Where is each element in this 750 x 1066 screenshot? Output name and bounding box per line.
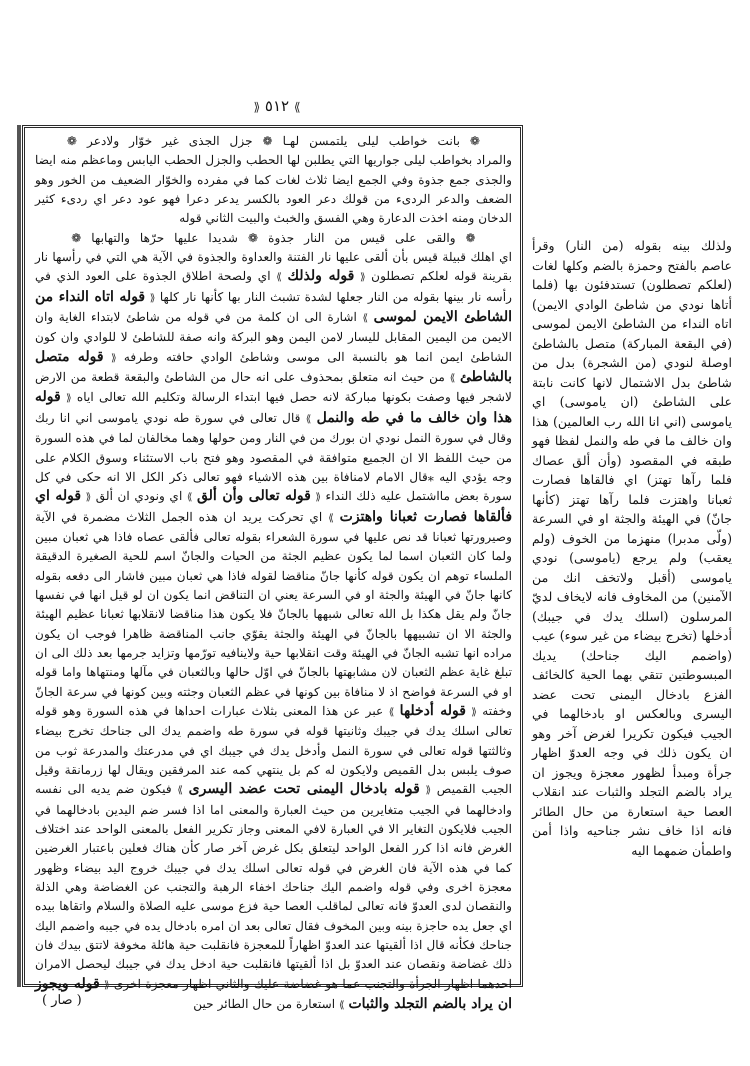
- page-number: [222, 97, 332, 115]
- page-number-text: ٥١٢: [264, 97, 290, 115]
- right-ornament-icon: ⟪: [253, 100, 261, 114]
- left-ornament-icon: ⟫: [293, 100, 301, 114]
- ornament-icon: ⟫: [276, 272, 282, 284]
- qawluhu-heading: قوله ويجوز ان يراد بالضم التجلد والثبات: [35, 975, 512, 1013]
- ornament-icon: ⟫: [305, 413, 312, 425]
- ornament-icon: ⟪: [359, 272, 366, 284]
- qawluhu-heading: قوله اي فألقاها فصارت ثعبانا واهتزت: [35, 488, 513, 525]
- ornament-icon: ⟫: [362, 313, 369, 325]
- qawluhu-heading: قوله بادخال اليمنى تحت عضد اليسرى: [188, 781, 420, 798]
- ornament-icon: ⟪: [85, 492, 92, 504]
- main-text-frame: [22, 125, 523, 1013]
- qawluhu-heading: قوله اتاه النداء من الشاطئ الايمن لموسى: [35, 288, 513, 326]
- qawluhu-heading: قوله هذا وان خالف ما في طه والنمل: [35, 389, 513, 426]
- ornament-icon: ⟪: [110, 352, 117, 364]
- ornament-icon: ⟫: [177, 785, 183, 797]
- ornament-icon: ⟫: [388, 706, 395, 718]
- qawluhu-heading: قوله أدخلها: [399, 702, 466, 719]
- ornament-icon: ⟫: [339, 1000, 345, 1012]
- verse-1: ❁ بانت خواطب ليلى يلتمسن لهـا ❁ جزل الجذى غير خوّار ولادعر ❁: [66, 134, 481, 148]
- ornament-icon: ⟫: [328, 512, 334, 524]
- ornament-icon: ⟫: [186, 492, 193, 504]
- paragraph-2: اي اهلك قبيلة قيس بأن ألقى عليها نار الفتنة والعداوة والجذوة في الآية هي التي في رأسها نار بقرينة قوله لعلكم تصطلون ⟪ قوله ولذلك ⟫ اي ولصحة اطلاق الجذوة على العود الذي في رأسه نار بينها بقوله من النار جعلها لشدة تشبث النار بها كأنها نار كلها ⟪ قوله اتاه النداء من الشاطئ الايمن لموسى ⟫ اشارة الى ان كلمة من في قوله من شاطئ لابتداء الغاية وان الايمن من اليمين المقابل لليسار لامن اليمن وهو البركة وانه صفة للشاطئ لا للوادي وان كون الشاطئ ايمن انما هو بالنسبة الى موسى وشاطئ الوادي حافته وطرفه ⟪ قوله متصل بالشاطئ ⟫ من حيث انه متعلق بمحذوف على انه حال من الشاطئ والبقعة قطعة من الارض لاشجر فيها وصفت بكونها مباركة لانه حصل فيها ابتداء الرسالة وتكليم الله تعالى اياه ⟪ قوله هذا وان خالف ما في طه والنمل ⟫ قال تعالى في سورة طه نودي ياموسى اني انا ربك وقال في سورة النمل نودي ان بورك من في النار ومن حولها وهما مخالفان لما في هذه السورة من حيث اللفظ الا ان الجميع متوافقة في المقصود وهو فتح باب الاستئناء وسوق الكلام على وجه يؤدي اليه ⁎قال الامام لامنافاة بين هذه الاشياء فهو تعالى ذكر الكل الا انه حكى في كل سورة بعض مااشتمل عليه ذلك النداء ⟪ قوله تعالى وأن ألق ⟫ اي ونودي ان ألق ⟪ قوله اي فألقاها فصارت ثعبانا واهتزت ⟫ اي تحركت يريد ان هذه الجمل الثلاث مضمرة في الآية وصيرورتها ثعبانا قد نص عليها في سورة الشعراء بقوله تعالى فألقى عصاه فاذا هي ثعبان مبين ولما كان الثعبان اسما لما يكون عظيم الجثة من الحيات والجانّ اسم للحية الصغيرة الدقيقة الملساء توهم ان يكون قوله كأنها جانّ مناقضا لقوله فاذا هي ثعبان مبين فاشار الى دفعه بقوله كانها جانّ في الهيئة والجثة او في السرعة يعني ان التناقض انما يكون ان لو قيل انها في نفسها جانّ ولم يقل هكذا بل الله تعالى شبهها بالجانّ فلا يكون هذا مناقضا لانقلابها ثعبانا عظيم الهيئة والجثة الا ان تشبيهها بالجانّ في الهيئة والجثة يقوّي جانب المناقضة ظاهرا فوجب ان يكون مراده انها تشبه الجانّ في الهيئة وقت انقلابها حية ولاينافيه تورّمها وتزايد جرمها بعد ذلك الى ان تبلغ غاية عظم الثعبان لان مشابهتها بالجانّ في اوّل حالها وبالثعبان في مآلها ومنتهاها واما قوله او في السرعة فواضح اذ لا منافاة بين كونها في عظم الثعبان وجثته وبين كونها في سرعة الجانّ وخفته ⟪ قوله أدخلها ⟫ عبر عن هذا المعنى بثلاث عبارات احداها في هذه السورة وهو قوله تعالى اسلك يدك في جيبك وثانيتها قوله في سورة طه واضمم يدك الى جناحك تخرج بيضاء وثالثتها قوله تعالى في سورة النمل وأدخل يدك في جيبك اي في مدرعتك والمدرعة ثوب من صوف يلبس بدل القميص ولايكون له كم بل ينتهي كمه عند المرفقين ويقال لها زرمانقة وقيل الجيب القميص ⟪ قوله بادخال اليمنى تحت عضد اليسرى ⟫ فيكون ضم يديه الى نفسه وادخالهما في الجيب متغايرين من حيث العبارة والمعنى اما اذا فسر ضم اليدين بادخالهما في الجيب فلايكون التغاير الا في العبارة لافي المعنى وجاز تكرير الفعل بالمعنى الواحد عند اختلاف الغرض فانه اذا كرر الفعل الواحد ليتعلق بكل غرض آخر صار كأن هناك فعلين باعتبار الغرضين كما في هذه الآية فان الغرض في قوله تعالى اسلك يدك في جيبك خروج اليد بيضاء وظهور معجزة اخرى وفي قوله واضمم اليك جناحك اخفاء الرهبة والتجنب عن الغضاضة وهي الذلة والنقصان لدى العدوّ فانه تعالى لماقلب العصا حية فزع موسى عليه الصلاة والسلام واتقاها بيده اي جعل يده حاجزة بينه وبين المخوف فقال تعالى بعد ان امره بادخال يده في جيبه واضمم اليك جناحك فكأنه قال اذا ألقيتها عند العدوّ اظهاراً للمعجزة فانقلبت حية هائلة مخوفة لاتتق بيدك فان ذلك غضاضة ونقصان عند العدوّ بل اذا ألقيتها فانقلبت حية ادخل يدك في جيبك ليحصل الامران احدهما اظهار الجرأة والتجنب عما هو غضاضة عليك والثاني اظهار معجزة اخرى ⟪ قوله ويجوز ان يراد بالضم التجلد والثبات ⟫ استعارة من حال الطائر حين: [35, 250, 513, 1013]
- verse-2: ❁ والقى على قيس من النار جذوة ❁ شديدا عليها حرّها والتهابها ❁: [71, 230, 476, 245]
- ornament-icon: ⟫: [449, 373, 456, 385]
- ornament-icon: ⟪: [104, 979, 110, 991]
- qawluhu-heading: قوله ولذلك: [287, 268, 355, 285]
- ornament-icon: ⟪: [149, 292, 156, 304]
- ornament-icon: ⟪: [471, 706, 477, 718]
- ornament-icon: ⟪: [315, 492, 321, 504]
- ornament-icon: ⟪: [425, 785, 432, 797]
- main-commentary: [35, 132, 512, 1015]
- margin-tafsir-text: ولذلك بينه بقوله (من النار) وقرأ عاصم بالفتح وحمزة بالضم وكلها لغات (لعلكم تصطلون) تستدفئون بها (فلما أتاها نودي من شاطئ الوادي الايمن) اتاه النداء من الشاطئ الايمن لموسى (في البقعة المباركة) متصل بالشاطئ اوصلة لنودي (من الشجرة) بدل من شاطئ بدل الاشتمال لانها كانت نابتة على الشاطئ (ان ياموسى) اي ياموسى (اني انا الله رب العالمين) هذا وان خالف ما في طه والنمل لفظا فهو طبقه في المقصود (وأن ألق عصاك فلما رآها تهتز) اي فالقاها فصارت ثعبانا واهتزت فلما رآها تهتز (كأنها جانّ) في الهيئة والجثة او في السرعة (ولّى مدبرا) منهزما من الخوف (ولم يعقب) ولم يرجع (ياموسى) نودي ياموسى (أقبل ولاتخف انك من الآمنين) من المخاوف فانه لايخاف لديّ المرسلون (اسلك يدك في جيبك) أدخلها (تخرج بيضاء من غير سوء) عيب (واضمم اليك جناحك) يديك المبسوطتين تتقي بهما الحية كالخائف الفزع بادخال اليمنى تحت عضد اليسرى وبالعكس او بادخالهما في الجيب فيكون تكريرا لغرض آخر وهو ان يكون ذلك في وجه العدوّ اظهار جرأة ومبدأ لظهور معجزة ويجوز ان يراد بالضم التجلد والثبات عند انقلاب العصا حية استعارة من حال الطائر فانه اذا خاف نشر جناحيه واذا أمن واطمأن ضمهما اليه: [532, 238, 732, 858]
- qawluhu-heading: قوله متصل بالشاطئ: [35, 348, 513, 386]
- ornament-icon: ⟪: [66, 393, 72, 405]
- catchword: ( صار ): [42, 993, 82, 1008]
- qawluhu-heading: قوله تعالى وأن ألق: [196, 488, 311, 505]
- paragraph-1: والمراد بخواطب ليلى جواريها التي يطلبن لها الحطب والجزل الحطب اليابس وماعظم منه ايضا والجذى جمع جذوة وفي الجمع ايضا ثلاث لغات كما في مفرده والخوّار الضعيف من الخور وهو الضعف والدعر الردىء من قولك دعر العود بالكسر يدعر دعرا فهو عود دعر اي ردىء كثير الدخان ومنه اخذت الدعارة وهي الفسق والخبث والبيت الثاني قوله: [35, 153, 512, 226]
